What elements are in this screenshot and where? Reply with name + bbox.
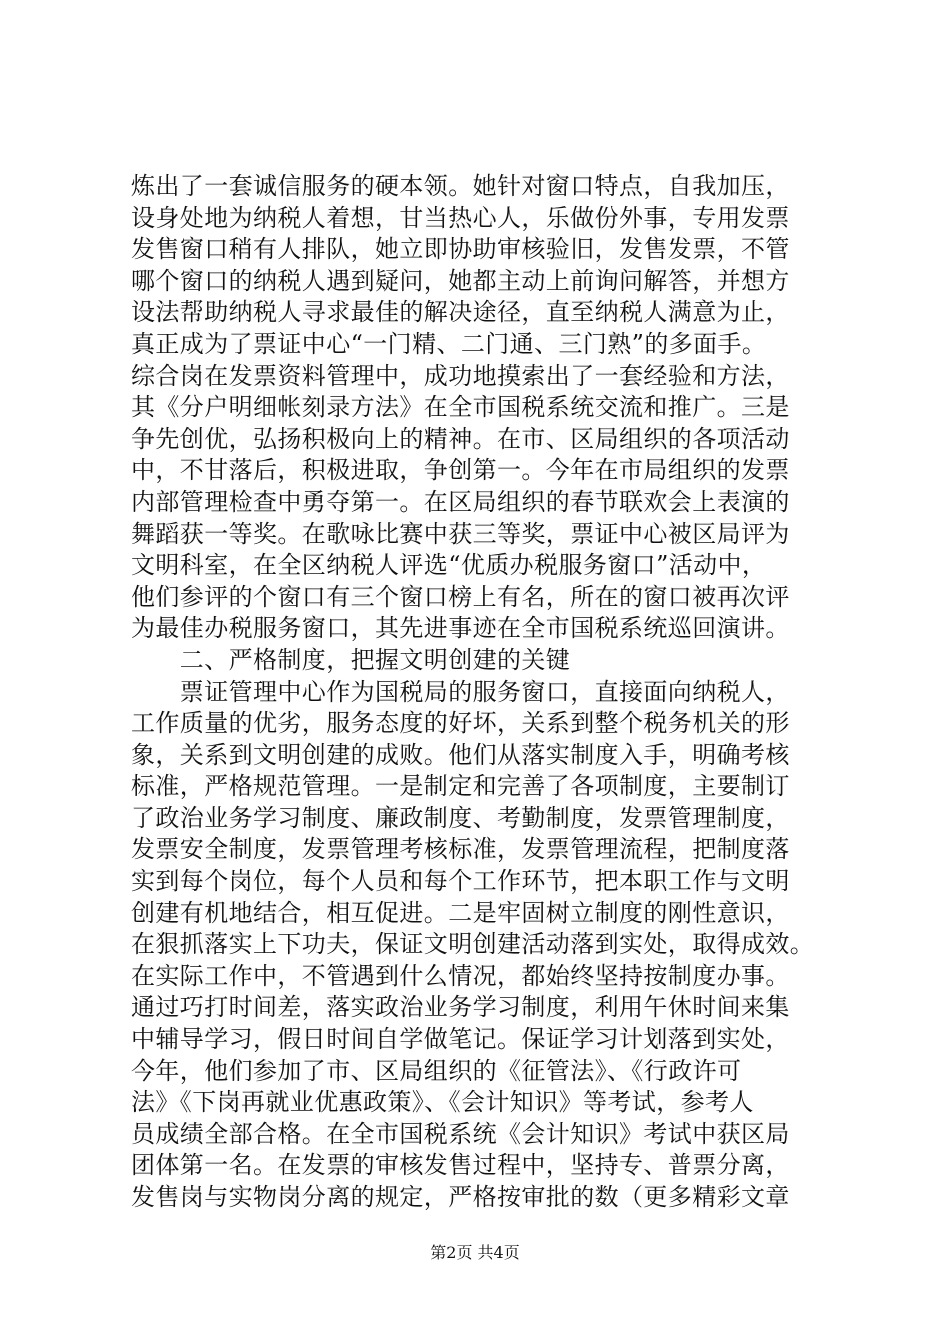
text-line: 内部管理检查中勇夺第一。在区局组织的春节联欢会上表演的: [131, 487, 790, 516]
page-footer: [0, 1243, 950, 1263]
text-line: 设身处地为纳税人着想，甘当热心人，乐做份外事，专用发票: [131, 203, 790, 232]
text-line: 文明科室，在全区纳税人评选“优质办税服务窗口”活动中，: [131, 551, 767, 580]
section-heading: 二、严格制度，把握文明创建的关键: [131, 645, 571, 674]
text-line: 今年，他们参加了市、区局组织的《征管法》、《行政许可: [131, 1056, 742, 1085]
text-line: 法》《下岗再就业优惠政策》、《会计知识》等考试，参考人: [131, 1088, 754, 1117]
text-line: 了政治业务学习制度、廉政制度、考勤制度，发票管理制度，: [131, 803, 790, 832]
text-line: 在狠抓落实上下功夫，保证文明创建活动落到实处，取得成效。: [131, 930, 815, 959]
text-line: 通过巧打时间差，落实政治业务学习制度，利用午休时间来集: [131, 993, 790, 1022]
text-line: 象，关系到文明创建的成败。他们从落实制度入手，明确考核: [131, 740, 790, 769]
document-body: [131, 171, 831, 1214]
text-line: 发售窗口稍有人排队，她立即协助审核验旧，发售发票，不管: [131, 235, 790, 264]
text-line: 发票安全制度，发票管理考核标准，发票管理流程，把制度落: [131, 835, 790, 864]
text-line: 工作质量的优劣，服务态度的好坏，关系到整个税务机关的形: [131, 709, 790, 738]
text-line: 中，不甘落后，积极进取，争创第一。今年在市局组织的发票: [131, 456, 790, 485]
text-line: 设法帮助纳税人寻求最佳的解决途径，直至纳税人满意为止，: [131, 298, 790, 327]
text-line: 其《分户明细帐刻录方法》在全市国税系统交流和推广。三是: [131, 393, 790, 422]
text-line: 真正成为了票证中心“一门精、二门通、三门熟”的多面手。: [131, 329, 767, 358]
text-line: 争先创优，弘扬积极向上的精神。在市、区局组织的各项活动: [131, 424, 790, 453]
text-line: 中辅导学习，假日时间自学做笔记。保证学习计划落到实处，: [131, 1025, 790, 1054]
text-line: 为最佳办税服务窗口，其先进事迹在全市国税系统巡回演讲。: [131, 614, 790, 643]
text-line: 舞蹈获一等奖。在歌咏比赛中获三等奖，票证中心被区局评为: [131, 519, 790, 548]
text-line: 发售岗与实物岗分离的规定，严格按审批的数（更多精彩文章: [131, 1183, 790, 1211]
text-line: 他们参评的个窗口有三个窗口榜上有名，所在的窗口被再次评: [131, 582, 790, 611]
text-line: 创建有机地结合，相互促进。二是牢固树立制度的刚性意识，: [131, 898, 790, 927]
text-line: 团体第一名。在发票的审核发售过程中，坚持专、普票分离，: [131, 1151, 790, 1180]
text-line: 员成绩全部合格。在全市国税系统《会计知识》考试中获区局: [131, 1119, 790, 1148]
text-line: 标准，严格规范管理。一是制定和完善了各项制度，主要制订: [131, 772, 790, 801]
text-line: 票证管理中心作为国税局的服务窗口，直接面向纳税人，: [131, 677, 790, 706]
page-number: 第2页 共4页: [430, 1243, 520, 1262]
text-line: 哪个窗口的纳税人遇到疑问，她都主动上前询问解答，并想方: [131, 266, 790, 295]
text-line: 综合岗在发票资料管理中，成功地摸索出了一套经验和方法，: [131, 361, 790, 390]
text-line: 实到每个岗位，每个人员和每个工作环节，把本职工作与文明: [131, 867, 790, 896]
text-line: 在实际工作中，不管遇到什么情况，都始终坚持按制度办事。: [131, 961, 790, 990]
text-line: 炼出了一套诚信服务的硬本领。她针对窗口特点，自我加压，: [131, 172, 790, 200]
